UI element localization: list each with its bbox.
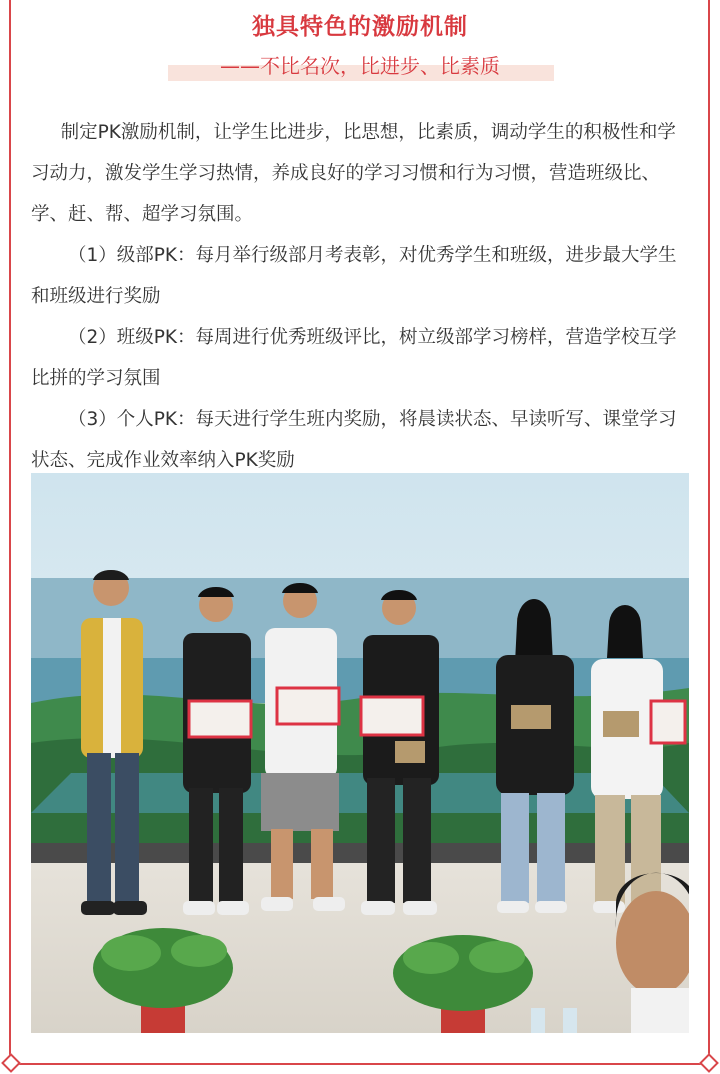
water-bottle — [563, 1008, 577, 1033]
individual-pk-paragraph: （3）个人PK：每天进行学生班内奖励，将晨读状态、早读听写、课堂学习状态、完成作业效率纳入PK奖励 — [31, 409, 677, 471]
class-pk-paragraph: （2）班级PK：每周进行优秀班级评比，树立级部学习榜样，营造学校互学比拼的学习氛围 — [31, 327, 677, 389]
frame-line-right — [708, 0, 710, 1062]
water-bottle — [531, 1008, 545, 1033]
frame-line-left — [9, 0, 11, 1062]
section-subtitle: ——不比名次，比进步、比素质 — [220, 54, 500, 78]
section-title: 独具特色的激励机制 — [252, 14, 468, 40]
award-ceremony-photo — [31, 473, 689, 1033]
frame-line-bottom — [18, 1063, 702, 1065]
grade-pk-paragraph: （1）级部PK：每月举行级部月考表彰，对优秀学生和班级，进步最大学生和班级进行奖励 — [31, 245, 677, 307]
frame-corner-right-diamond — [699, 1053, 719, 1073]
intro-paragraph: 制定PK激励机制，让学生比进步，比思想，比素质，调动学生的积极性和学习动力，激发学生学习热情，养成良好的学习习惯和行为习惯，营造班级比、学、赶、帮、超学习氛围。 — [31, 122, 676, 225]
award-ceremony-illustration — [31, 473, 689, 1033]
frame-corner-left-diamond — [1, 1053, 21, 1073]
article-body — [31, 112, 693, 481]
